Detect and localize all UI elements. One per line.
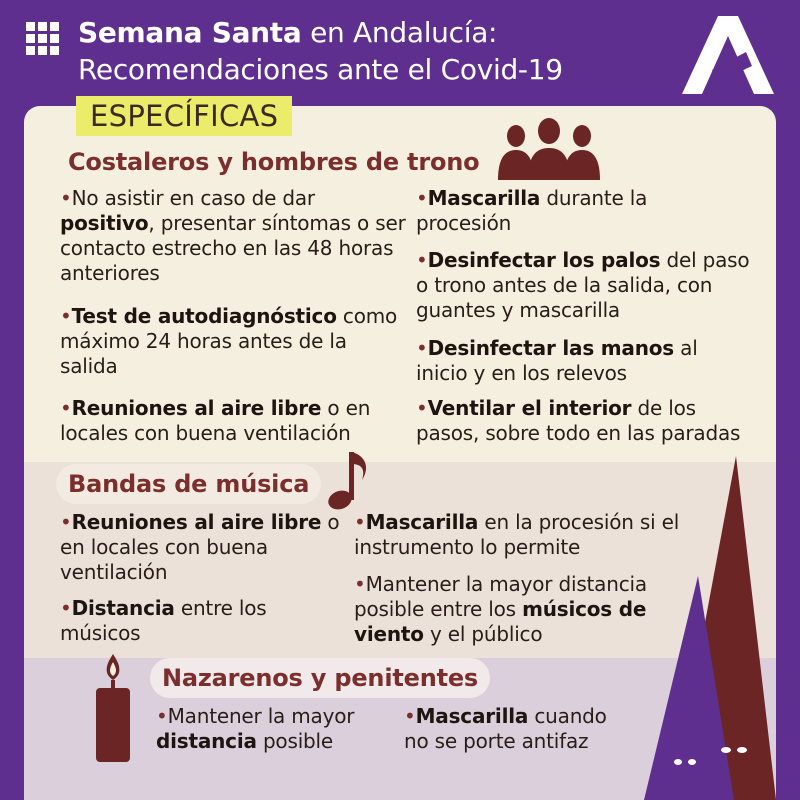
bandas-item-2: •Distancia entre los músicos bbox=[60, 596, 267, 645]
candle-icon bbox=[90, 652, 136, 762]
costaleros-item-2: •Test de autodiagnóstico como máximo 24 horas antes de la salida bbox=[60, 304, 398, 378]
title-bold: Semana Santa bbox=[78, 16, 302, 49]
bandas-item-1: •Reuniones al aire libre o en locales con buena ventilación bbox=[60, 510, 340, 584]
costaleros-title: Costaleros y hombres de trono bbox=[56, 142, 491, 182]
bandas-title: Bandas de música bbox=[56, 464, 321, 504]
costaleros-item-3: •Reuniones al aire libre o en locales con buena ventilación bbox=[60, 396, 371, 445]
title-line2: Recomendaciones ante el Covid-19 bbox=[78, 53, 563, 86]
people-icon bbox=[494, 118, 604, 180]
grid-menu-icon[interactable] bbox=[26, 22, 62, 58]
music-note-icon bbox=[324, 446, 374, 512]
costaleros-item-1: •No asistir en caso de dar positivo, presentar síntomas o ser contacto estrecho en las 48 horas anteriores bbox=[60, 186, 406, 285]
costaleros-item-4: •Mascarilla durante la procesión bbox=[416, 186, 648, 235]
especificas-tag: ESPECÍFICAS bbox=[76, 96, 292, 136]
costaleros-item-6: •Desinfectar las manos al inicio y en los relevos bbox=[416, 336, 698, 385]
bandas-item-3: •Mascarilla en la procesión si el instrumento lo permite bbox=[354, 510, 680, 559]
page-title bbox=[78, 14, 563, 88]
bandas-item-4: •Mantener la mayor distancia posible entre los músicos de viento y el público bbox=[354, 572, 647, 646]
title-rest: en Andalucía: bbox=[301, 16, 498, 49]
junta-andalucia-logo-icon bbox=[680, 12, 776, 96]
nazarenos-title: Nazarenos y penitentes bbox=[150, 658, 490, 698]
costaleros-item-7: •Ventilar el interior de los pasos, sobre todo en las paradas bbox=[416, 396, 741, 445]
header bbox=[0, 0, 800, 100]
nazarenos-item-1: •Mantener la mayor distancia posible bbox=[156, 704, 355, 753]
costaleros-item-5: •Desinfectar los palos del paso o trono antes de la salida, con guantes y mascarilla bbox=[416, 248, 750, 322]
nazarenos-item-2: •Mascarilla cuando no se porte antifaz bbox=[404, 704, 607, 753]
